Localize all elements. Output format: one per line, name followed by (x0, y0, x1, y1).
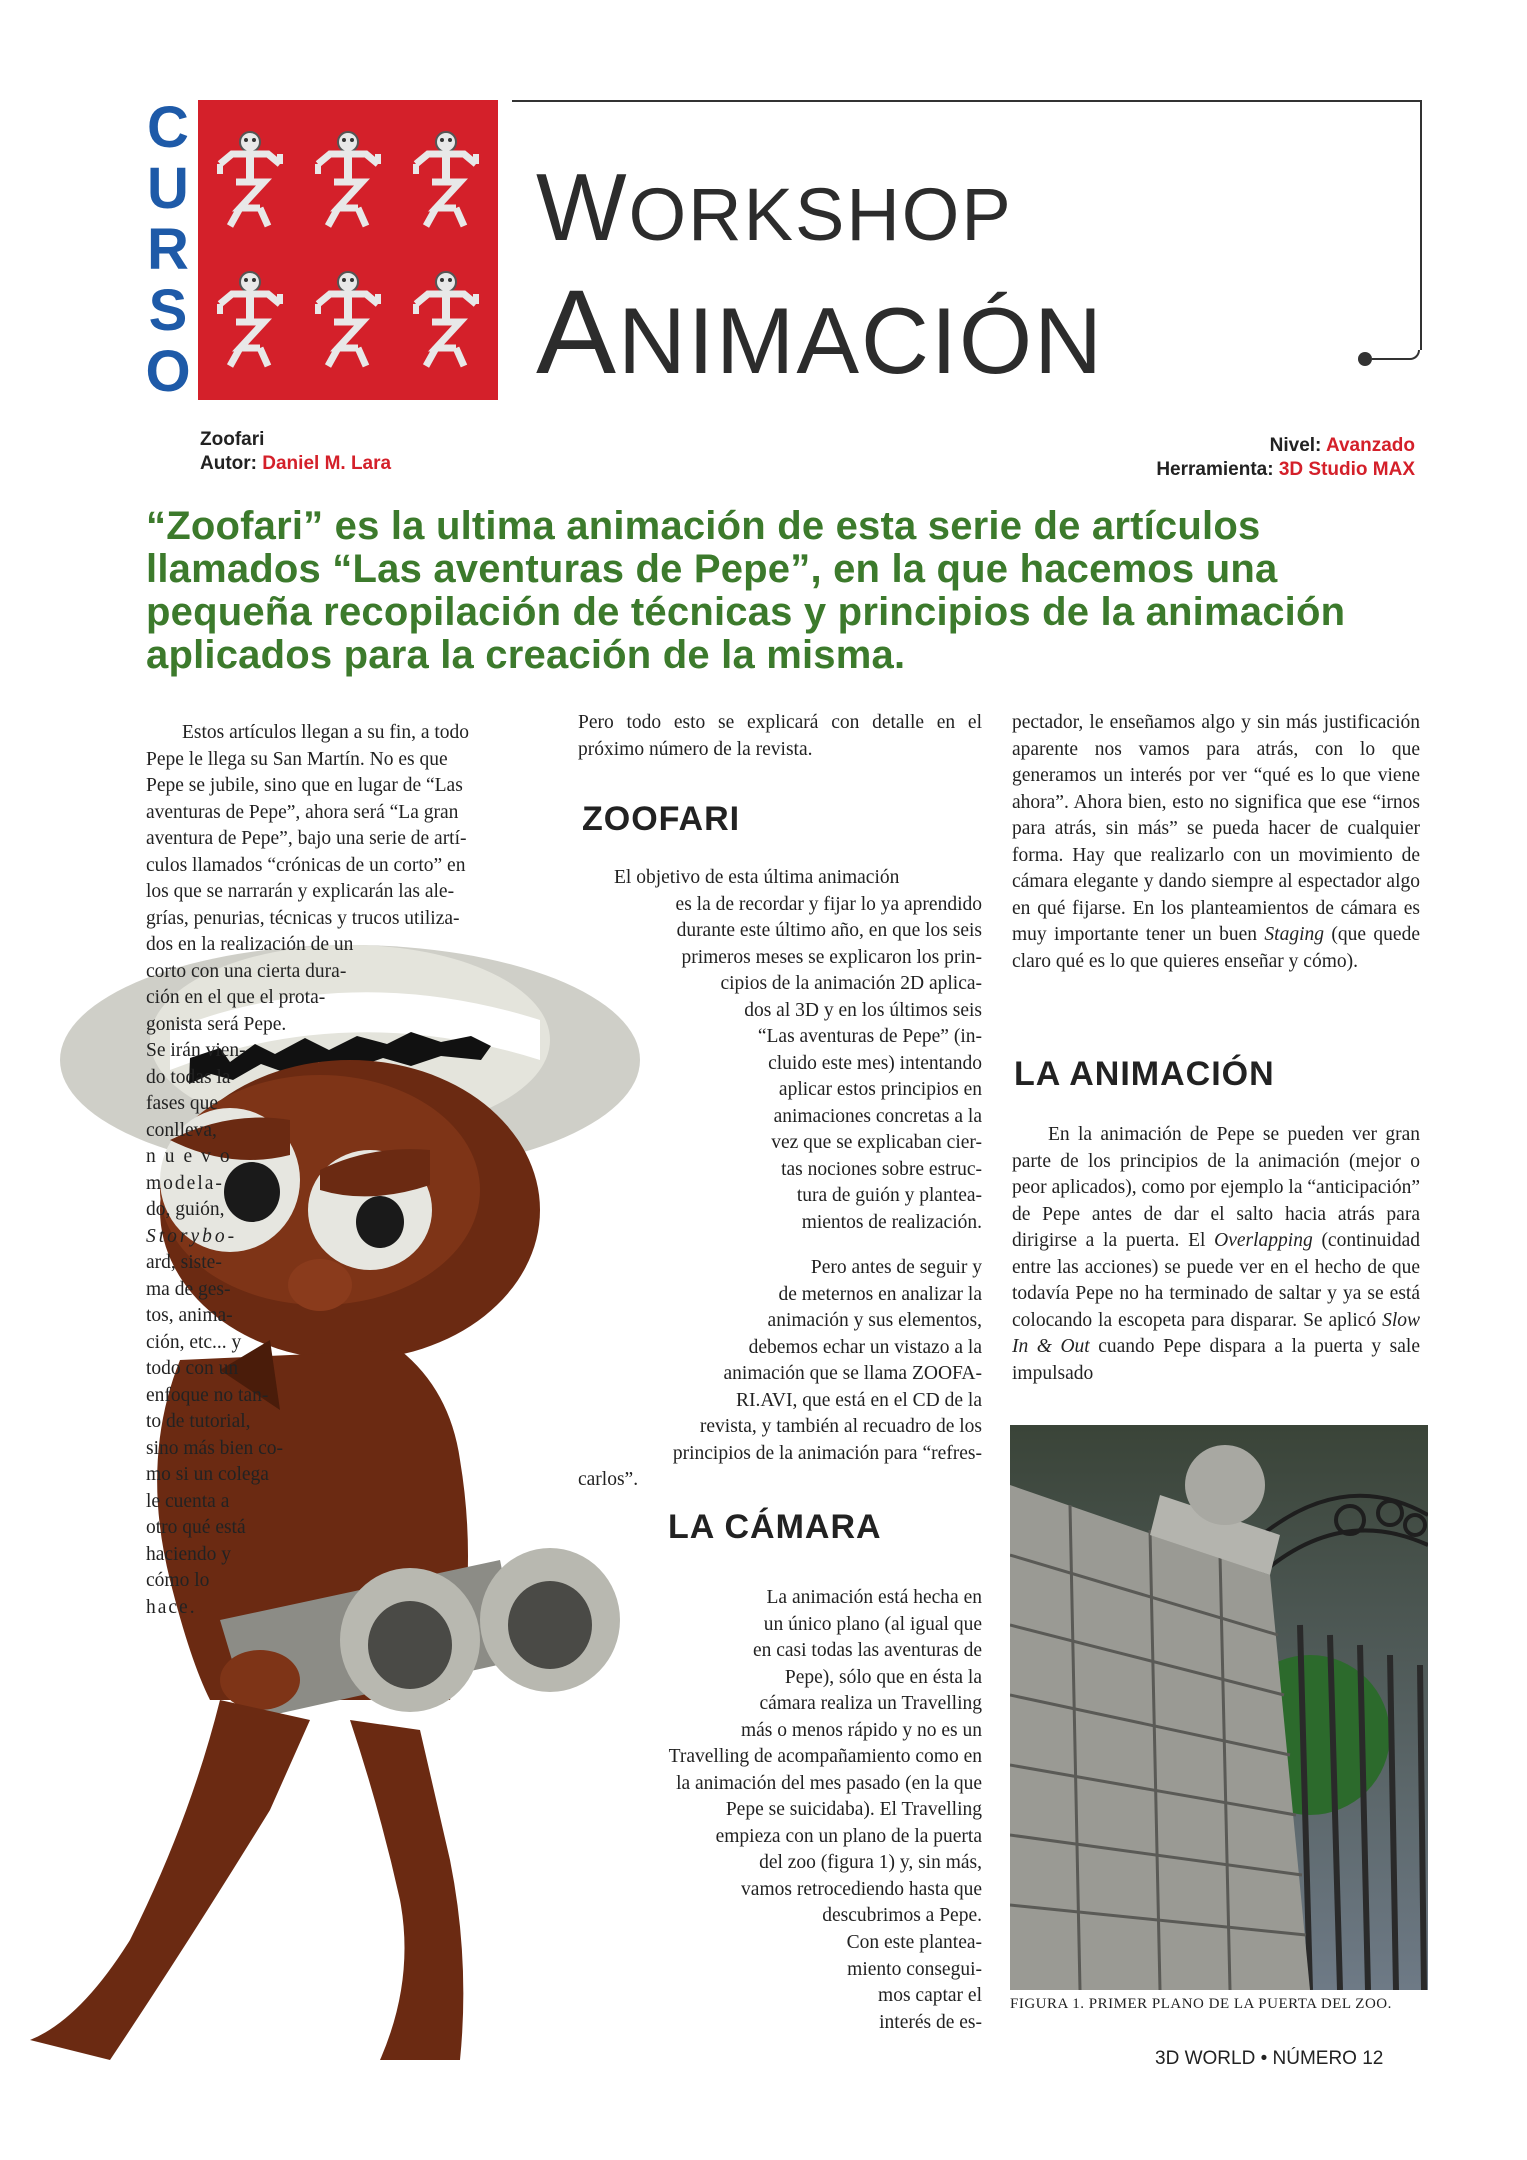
intro-lead: “Zoofari” es la ultima animación de esta serie de artículos llamados “Las aventuras de Pepe”, en la que hacemos una pequeña recopilación de técnicas y principios de la animación aplicados para la creación de la misma. (146, 504, 1346, 677)
column-3-text (1012, 710, 1420, 975)
col2-line: tura de guión y plantea- (796, 1185, 982, 1206)
col3-text: cuando Pepe dispara a la puerta y sale impulsado (1012, 1336, 1420, 1384)
col2-line: “Las aventuras de Pepe” (in- (757, 1026, 982, 1047)
col2-line: cluido este mes) intentando (768, 1052, 982, 1074)
col2-line: principios de la animación para “refres- (672, 1442, 982, 1464)
title-rest: ORKSHOP (628, 173, 1013, 256)
col2-paragraph: Pero todo esto se explicará con detalle en el próximo número de la revista. (578, 712, 982, 760)
col2-line: aplicar estos principios en (778, 1079, 982, 1100)
col1-line: mo si un colega (146, 1464, 269, 1485)
col2-line: Pepe), sólo que en ésta la (784, 1666, 982, 1688)
col1-line: gonista será Pepe. (146, 1013, 287, 1035)
section-letter: S (148, 278, 188, 343)
column-1-text (146, 720, 546, 1621)
col2-line: descubrimos a Pepe. (822, 1905, 982, 1926)
col3-emphasis: Slow In & Out (1012, 1309, 1420, 1357)
col3-emphasis: Overlapping (1214, 1230, 1313, 1251)
col1-line: aventura de Pepe”, bajo una serie de artí- (146, 828, 467, 849)
col1-line: ción en el que el prota- (146, 987, 326, 1008)
col2-line: El objetivo de esta última animación (614, 867, 900, 888)
col2-line: Pero antes de seguir y (810, 1257, 982, 1278)
column-2-text (578, 710, 982, 763)
col2-line: animación y sus elementos, (767, 1310, 982, 1331)
zoo-gate-render-icon (1010, 1425, 1428, 1990)
col3-paragraph (1012, 1122, 1420, 1387)
title-rest: NIMACIÓN (618, 288, 1105, 393)
col1-line: tos, anima- (146, 1305, 233, 1326)
col2-line: interés de es- (879, 2011, 982, 2033)
column-3-block-2 (1012, 1122, 1420, 1387)
col1-line: nuevo (146, 1146, 239, 1167)
col1-line: le cuenta a (146, 1490, 230, 1512)
col2-line: tas nociones sobre estruc- (781, 1158, 982, 1180)
section-letter: C (147, 95, 189, 160)
col3-text: En la animación de Pepe se pueden ver gran parte de los principios de la animación (mejor o peor aplicados), como por ejemplo la “anticipación” de Pepe antes de dar el salto hacia atrás para dirigirse a la puerta. El (1012, 1124, 1420, 1251)
author-line (200, 452, 391, 476)
col1-line: cómo lo (146, 1570, 210, 1591)
heading-zoofari: ZOOFARI (582, 800, 741, 838)
col3-paragraph (1012, 710, 1420, 975)
footer-issue: 3D WORLD • NÚMERO 12 (1155, 2048, 1384, 2069)
col1-line: corto con una cierta dura- (146, 960, 347, 982)
tool-value: 3D Studio MAX (1278, 459, 1415, 480)
col2-line: Travelling de acompañamiento como en (668, 1746, 982, 1767)
tool-line (1156, 458, 1415, 482)
col1-line: do todas la (146, 1066, 231, 1088)
heading-la-animacion: LA ANIMACIÓN (1014, 1055, 1275, 1093)
col1-line: modela- (146, 1172, 224, 1194)
col1-line: sino más bien co- (146, 1437, 284, 1459)
col2-line: dos al 3D y en los últimos seis (744, 999, 982, 1021)
col1-line: Pepe le llega su San Martín. No es que (146, 748, 448, 770)
col2-line: un único plano (al igual que (763, 1613, 982, 1635)
col1-line: conlleva, (146, 1119, 217, 1141)
col1-line: todo con un (146, 1358, 239, 1379)
series-logo-icon (198, 100, 498, 400)
col2-line: mos captar el (878, 1985, 982, 2006)
section-letter: R (147, 217, 189, 282)
col2-line: cipios de la animación 2D aplica- (720, 973, 982, 994)
col1-line: to de tutorial, (146, 1411, 251, 1432)
level-value: Avanzado (1325, 435, 1415, 456)
header-frame-dot (1358, 352, 1372, 366)
article-subtitle: Zoofari (200, 429, 265, 450)
col2-line: durante este último año, en que los seis (676, 920, 982, 941)
col2-line: empieza con un plano de la puerta (715, 1825, 982, 1847)
col2-line: mientos de realización. (801, 1211, 982, 1233)
col1-line: grías, penurias, técnicas y trucos utiliza- (146, 907, 460, 929)
title-initial: W (536, 154, 629, 261)
heading-la-camara: LA CÁMARA (668, 1508, 882, 1546)
col3-emphasis: Staging (1264, 924, 1325, 945)
col3-text: pectador, le enseñamos algo y sin más justificación aparente nos vamos para atrás, con lo que generamos un interés por ver “qué es lo que viene ahora”. Ahora bien, esto no significa que ese “irnos para atrás, sin más” se pueda hacer de cualquier forma. Hay que realizarlo con un movimiento de cámara elegante y dando siempre al espectador algo en qué fijarse. En los planteamientos de cámara es muy importante tener un buen (1012, 712, 1420, 945)
col2-line: la animación del mes pasado (en la que (676, 1772, 982, 1794)
col1-line: Storybo- (146, 1225, 238, 1247)
col1-line: haciendo y (146, 1543, 232, 1565)
col1-line: do, guión, (146, 1199, 225, 1220)
col2-line: RI.AVI, que está en el CD de la (735, 1389, 982, 1411)
article-meta-right (1156, 434, 1415, 482)
col2-line: debemos echar un vistazo a la (748, 1336, 982, 1358)
col2-line: miento consegui- (847, 1958, 982, 1980)
col1-line: los que se narrarán y explicarán las ale- (146, 881, 455, 902)
level-label: Nivel: (1269, 435, 1322, 456)
col3-text: (continuidad entre las acciones) se puede ver en el hecho de que todavía Pepe no ha terminado de saltar y ya se está colocando la escopeta para disparar. Se aplicó (1012, 1230, 1420, 1331)
col1-line: Se irán vien- (146, 1040, 246, 1061)
col2-line: animación que se llama ZOOFA- (723, 1363, 982, 1384)
title-animacion (536, 265, 1105, 403)
col2-line: en casi todas las aventuras de (752, 1640, 982, 1661)
author-label: Autor: (200, 453, 257, 474)
col1-line: aventuras de Pepe”, ahora será “La gran (146, 801, 459, 823)
title-initial: A (536, 265, 619, 399)
author-name: Daniel M. Lara (262, 453, 392, 474)
article-meta-left (200, 428, 391, 476)
header-frame-tail (1372, 350, 1420, 360)
tool-label: Herramienta: (1156, 459, 1274, 480)
col1-line: culos llamados “crónicas de un corto” en (146, 854, 466, 876)
col1-line: Pepe se jubile, sino que en lugar de “Las (146, 775, 463, 796)
col1-line: hace. (146, 1596, 197, 1618)
stick-figures-icon (198, 100, 498, 400)
col1-line: fases que (146, 1093, 219, 1114)
section-label-curso (140, 95, 196, 404)
col2-line: más o menos rápido y no es un (740, 1719, 982, 1741)
column-2-block-3 (578, 1255, 982, 1494)
column-2-block-5 (578, 1930, 982, 2036)
col2-line: primeros meses se explicaron los prin- (681, 946, 982, 968)
col2-line: animaciones concretas a la (773, 1105, 982, 1127)
col2-line: Con este planteа- (846, 1932, 982, 1953)
col2-line: vamos retrocediendo hasta que (741, 1878, 982, 1900)
col2-line: es la de recordar y fijar lo ya aprendido (675, 893, 982, 915)
level-line (1156, 434, 1415, 458)
col1-line: ma de ges- (146, 1278, 231, 1300)
col2-line: Pepe se suicidaba). El Travelling (725, 1799, 982, 1820)
col1-line: ard, siste- (146, 1252, 222, 1273)
section-letter: U (147, 156, 189, 221)
col1-line: enfoque no tan- (146, 1384, 269, 1406)
section-letter: O (145, 339, 191, 404)
col3-text: (que quede claro qué es lo que quieres enseñar y cómo). (1012, 924, 1420, 972)
figure-1-caption: FIGURA 1. PRIMER PLANO DE LA PUERTA DEL ZOO. (1010, 1996, 1392, 2012)
col2-line: La animación está hecha en (766, 1587, 982, 1608)
figure-1-zoo-gate-image (1010, 1425, 1428, 1990)
col2-line: revista, y también al recuadro de los (699, 1416, 982, 1437)
col1-line: Estos artículos llegan a su fin, a todo (182, 722, 470, 743)
col2-line: vez que se explicaban cier- (771, 1132, 982, 1153)
col2-line: cámara realiza un Travelling (759, 1693, 982, 1714)
col1-line: otro qué está (146, 1517, 246, 1538)
title-workshop (536, 154, 1013, 265)
column-2-block-4 (578, 1585, 982, 1930)
column-2-block-2 (578, 865, 982, 1236)
col2-line: carlos”. (578, 1469, 639, 1490)
col1-line: dos en la realización de un (146, 934, 354, 955)
col2-line: del zoo (figura 1) y, sin más, (759, 1852, 982, 1873)
col2-line: de meternos en analizar la (778, 1283, 982, 1305)
page-number: 64 (138, 2050, 170, 2081)
col1-line: ción, etc... y (146, 1331, 242, 1353)
